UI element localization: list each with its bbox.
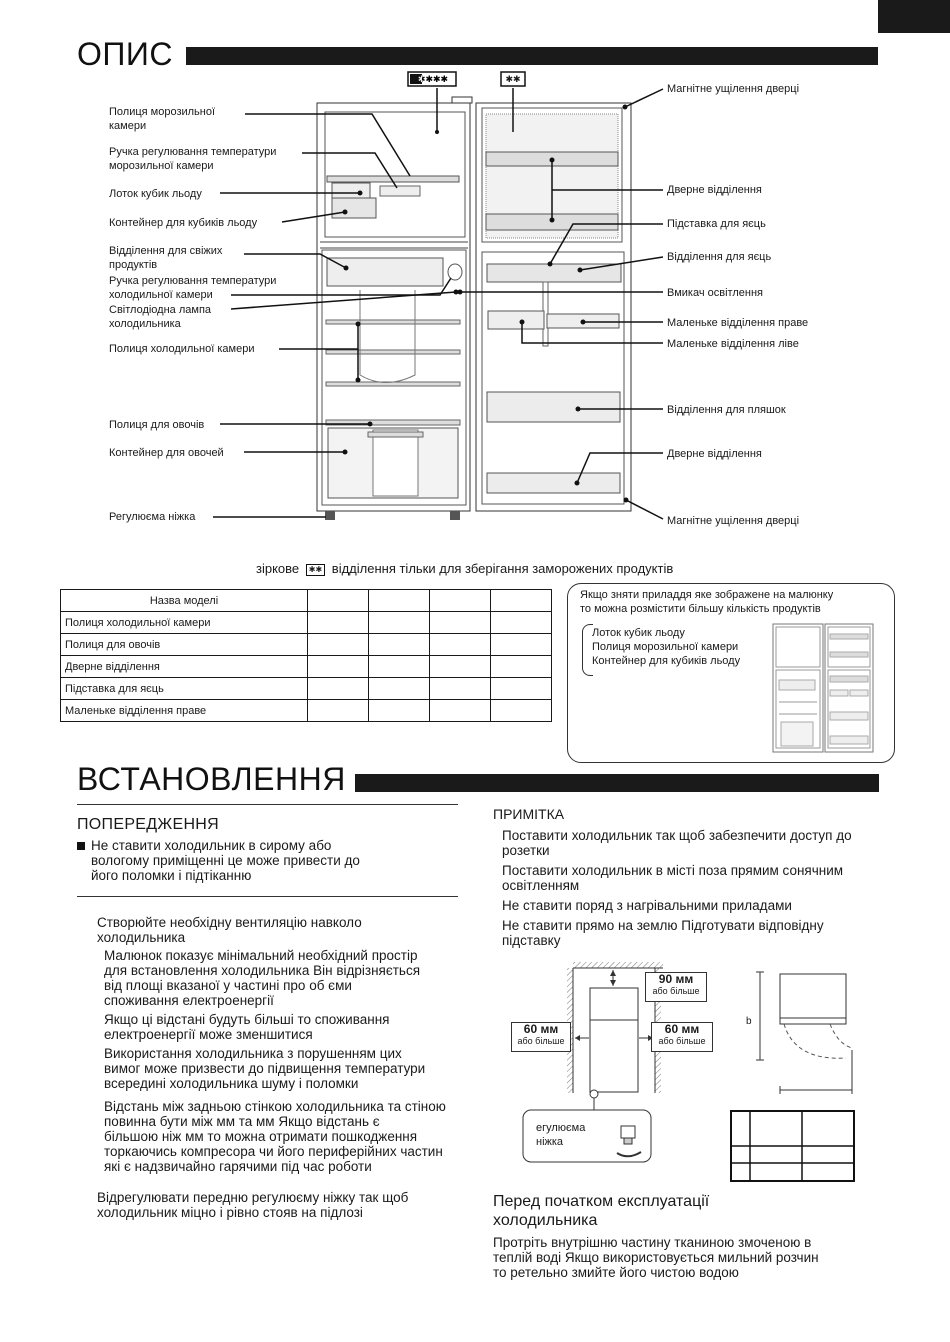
clearance-left-sub: або більше xyxy=(517,1036,565,1046)
label-small-compartment-right: Маленьке відділення праве xyxy=(667,317,809,329)
freezer-star-symbol: ✱✱✱✱ xyxy=(417,74,449,84)
description-title-bar xyxy=(186,47,878,65)
info-intro: Якщо зняти приладдя яке зображене на малюнку то можна розмістити більшу кількість продуктів xyxy=(580,589,834,615)
label-vegetable-shelf: Полиця для овочів xyxy=(109,419,205,431)
warning-text: Не ставити холодильник в сирому або вологому приміщенні це може привести до його поломки і підтіканню xyxy=(91,838,360,883)
table-row xyxy=(61,634,552,656)
star-note-symbol: ✱✱ xyxy=(306,564,325,576)
table-row xyxy=(61,612,552,634)
leg-adjust-text: Відрегулювати передню регулюєму ніжку так щоб холодильник міцно і рівно стояв на підлозі xyxy=(97,1190,409,1220)
mini-fridge-drawing xyxy=(771,622,881,754)
clearance-right-sub: або більше xyxy=(658,1036,706,1046)
table-row xyxy=(61,678,552,700)
clearance-top-value: 90 мм xyxy=(658,972,694,986)
clearance-right-label xyxy=(651,1022,713,1052)
label-egg-holder: Підставка для яєць xyxy=(667,218,766,230)
info-item-ice-tray: Лоток кубик льоду xyxy=(592,627,685,639)
label-adjustable-foot: Регулюєма ніжка xyxy=(109,511,196,523)
installation-title-bar xyxy=(355,774,879,792)
leg-caption: егулюєма ніжка xyxy=(536,1122,586,1148)
label-egg-compartment: Відділення для яєць xyxy=(667,251,772,263)
note-title: ПРИМІТКА xyxy=(493,806,565,822)
clearance-top-label xyxy=(645,972,707,1002)
label-door-seal-top: Магнітне ущілення дверці xyxy=(667,83,800,95)
model-cell xyxy=(369,590,430,612)
label-fridge-shelf: Полиця холодильної камери xyxy=(109,343,255,355)
star-note-before: зіркове xyxy=(256,561,300,576)
accessory-info-box xyxy=(567,583,895,763)
model-cell xyxy=(308,590,369,612)
row-label: Маленьке відділення праве xyxy=(61,700,308,722)
label-ice-container: Контейнер для кубиків льоду xyxy=(109,217,258,229)
label-bottle-compartment: Відділення для пляшок xyxy=(667,404,786,416)
label-door-seal-bottom: Магнітне ущілення дверці xyxy=(667,515,800,527)
clearance-left-value: 60 мм xyxy=(523,1022,559,1036)
corner-tab xyxy=(878,0,950,33)
note-socket: Поставити холодильник так щоб забезпечити доступ до розетки xyxy=(502,828,852,858)
paragraph-distance: Якщо ці відстані будуть більші то споживання електроенергії може зменшитися xyxy=(104,1012,390,1042)
note-sunlight: Поставити холодильник в місті поза прямим сонячним освітленням xyxy=(502,863,844,893)
model-cell xyxy=(430,590,491,612)
description-title: ОПИС xyxy=(77,36,173,72)
paragraph-back-wall: Відстань між задньою стінкою холодильника та стіною повинна бути між мм та мм Якщо відстань є більшою ніж мм то можна отримати пошкодження торкаючись компресора чи його периферійних частин які є надзвичайно гарячими під час роботи xyxy=(104,1099,446,1174)
model-table xyxy=(60,589,552,722)
before-use-text: Протріть внутрішню частину тканиною змоченою в теплій воді Якщо використовується мильний розчин то ретельно змийте його чистою водою xyxy=(493,1235,819,1280)
model-cell xyxy=(491,590,552,612)
label-vegetable-container: Контейнер для овочей xyxy=(109,447,224,459)
bullet-square xyxy=(77,842,85,850)
label-door-compartment-bottom: Дверне відділення xyxy=(667,448,762,460)
divider xyxy=(77,896,458,897)
note-heaters: Не ставити поряд з нагрівальними приладами xyxy=(502,898,792,913)
before-use-title: Перед початком експлуатації холодильника xyxy=(493,1193,710,1229)
door-swing-diagram xyxy=(740,966,860,1096)
label-light-switch: Вмикач освітлення xyxy=(667,287,763,299)
row-label: Підставка для яєць xyxy=(61,678,308,700)
star-note-after: відділення тільки для зберігання заморожених продуктів xyxy=(331,561,674,576)
clearance-right-value: 60 мм xyxy=(664,1022,700,1036)
dimension-letter: b xyxy=(746,1016,752,1027)
row-label: Полиця для овочів xyxy=(61,634,308,656)
label-ice-tray: Лоток кубик льоду xyxy=(109,188,202,200)
model-table-header-row xyxy=(61,590,552,612)
clearance-top-sub: або більше xyxy=(652,986,700,996)
info-item-ice-container: Контейнер для кубиків льоду xyxy=(592,655,741,667)
info-item-freezer-shelf: Полиця морозильної камери xyxy=(592,641,739,653)
row-label: Дверне відділення xyxy=(61,656,308,678)
warning-title: ПОПЕРЕДЖЕННЯ xyxy=(77,816,220,833)
label-led-lamp: Світлодіодна лампа холодильника xyxy=(109,304,212,330)
note-ground: Не ставити прямо на землю Підготувати відповідну підставку xyxy=(502,918,824,948)
dimension-table xyxy=(730,1110,855,1182)
installation-title: ВСТАНОВЛЕННЯ xyxy=(77,761,346,797)
label-small-compartment-left: Маленьке відділення ліве xyxy=(667,338,799,350)
fridge-star-symbol: ✱✱ xyxy=(505,74,521,84)
divider xyxy=(77,804,458,805)
ventilation-title: Створюйте необхідну вентиляцію навколо холодильника xyxy=(97,915,362,945)
table-row xyxy=(61,656,552,678)
clearance-left-label xyxy=(511,1022,571,1052)
model-name-header: Назва моделі xyxy=(61,590,308,612)
paragraph-space: Малюнок показує мінімальний необхідний простір для встановлення холодильника Він відрізняється від площі вказаної у частині про об єми споживання електроенергії xyxy=(104,948,421,1008)
label-freezer-temp-knob: Ручка регулювання температури морозильної камери xyxy=(109,146,277,172)
star-note xyxy=(256,561,673,576)
label-fridge-temp-knob: Ручка регулювання температури холодильної камери xyxy=(109,275,277,301)
label-door-compartment-top: Дверне відділення xyxy=(667,184,762,196)
row-label: Полиця холодильної камери xyxy=(61,612,308,634)
table-row xyxy=(61,700,552,722)
paragraph-violation: Використання холодильника з порушенням цих вимог може призвести до підвищення температури всередині холодильника шуму і поломки xyxy=(104,1046,426,1091)
label-freezer-shelf: Полиця морозильної камери xyxy=(109,106,216,132)
label-fresh-compartment: Відділення для свіжих продуктів xyxy=(109,245,223,271)
